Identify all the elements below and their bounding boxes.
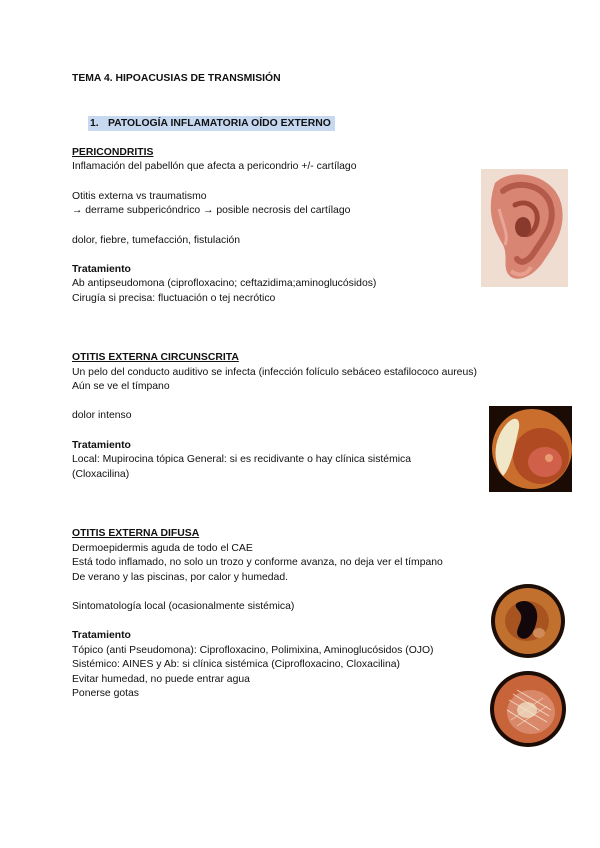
circunscrita-treatment-systemic: (Cloxacilina): [72, 469, 130, 480]
section-label: PATOLOGÍA INFLAMATORIA OÍDO EXTERNO: [108, 118, 331, 129]
otoscopy-photo-difusa-2: [487, 670, 570, 748]
section-heading: [88, 116, 335, 131]
difusa-definition: Dermoepidermis aguda de todo el CAE: [72, 543, 253, 554]
circunscrita-heading: OTITIS EXTERNA CIRCUNSCRITA: [72, 352, 239, 363]
difusa-treatment-heading: Tratamiento: [72, 630, 131, 641]
ear-photo: [481, 169, 568, 287]
difusa-treatment-systemic: Sistémico: AINES y Ab: si clínica sistémica (Ciprofloxacino, Cloxacilina): [72, 659, 400, 670]
pericondritis-treatment-antibiotics: Ab antipseudomona (ciprofloxacino; ceftazidima;aminoglucósidos): [72, 278, 377, 289]
otoscopy-photo-circunscrita: [489, 406, 572, 492]
page-title: TEMA 4. HIPOACUSIAS DE TRANSMISIÓN: [72, 73, 281, 84]
pericondritis-symptoms: dolor, fiebre, tumefacción, fistulación: [72, 235, 241, 246]
pericondritis-treatment-surgery: Cirugía si precisa: fluctuación o tej necrótico: [72, 293, 276, 304]
circunscrita-eardrum: Aún se ve el tímpano: [72, 381, 170, 392]
pericondritis-heading: PERICONDRITIS: [72, 147, 154, 158]
difusa-heading: OTITIS EXTERNA DIFUSA: [72, 528, 200, 539]
difusa-treatment-drops: Ponerse gotas: [72, 688, 140, 699]
pericondritis-definition: Inflamación del pabellón que afecta a pericondrio +/- cartílago: [72, 161, 357, 172]
otoscopy-photo-difusa-1: [487, 583, 570, 659]
circunscrita-symptoms: dolor intenso: [72, 410, 132, 421]
difusa-treatment-topical: Tópico (anti Pseudomona): Ciprofloxacino, Polimixina, Aminoglucósidos (OJO): [72, 645, 434, 656]
pericondritis-evolution: → derrame subpericóndrico → posible necrosis del cartílago: [72, 205, 351, 216]
pericondritis-treatment-heading: Tratamiento: [72, 264, 131, 275]
difusa-treatment-humidity: Evitar humedad, no puede entrar agua: [72, 674, 250, 685]
difusa-season: De verano y las piscinas, por calor y humedad.: [72, 572, 289, 583]
section-number: 1.: [90, 118, 99, 129]
difusa-symptoms: Sintomatología local (ocasionalmente sistémica): [72, 601, 295, 612]
circunscrita-treatment-local: Local: Mupirocina tópica General: si es recidivante o hay clínica sistémica: [72, 454, 412, 465]
circunscrita-treatment-heading: Tratamiento: [72, 440, 131, 451]
circunscrita-definition: Un pelo del conducto auditivo se infecta (infección folículo sebáceo estafilococo aureus): [72, 367, 477, 378]
pericondritis-cause: Otitis externa vs traumatismo: [72, 191, 207, 202]
difusa-description: Está todo inflamado, no solo un trozo y conforme avanza, no deja ver el tímpano: [72, 557, 443, 568]
